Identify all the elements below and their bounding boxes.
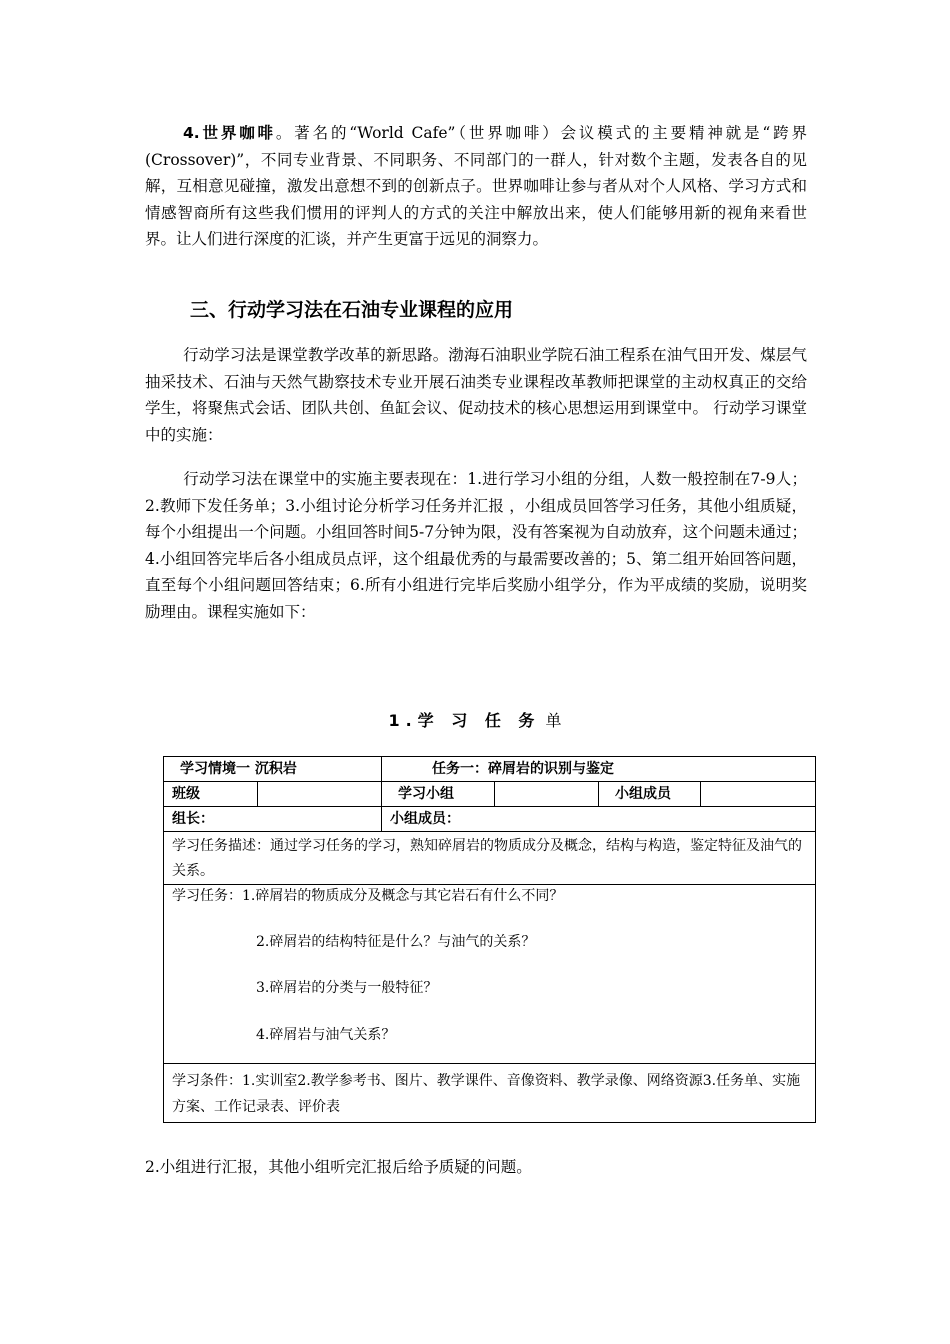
members-label: 小组成员 [599,782,701,807]
table-caption [0,708,950,734]
caption-strong: 1.学 习 任 务 [388,711,541,730]
task-description: 学习任务描述：通过学习任务的学习，熟知碎屑岩的物质成分及概念，结构与构造，鉴定特征及油气的关系。 [164,832,816,885]
section4-paragraph [145,120,807,253]
table-row [164,1064,816,1123]
table-row [164,885,816,1064]
section-heading: 三、行动学习法在石油专业课程的应用 [190,299,514,321]
group-label: 学习小组 [382,782,495,807]
table-row [164,782,816,807]
class-value [258,782,382,807]
class-label: 班级 [164,782,258,807]
caption-weak: 单 [545,711,562,730]
task-list-cell [164,885,816,1064]
table-row [164,807,816,832]
paragraph-2-text: 行动学习法在课堂中的实施主要表现在：1.进行学习小组的分组，人数一般控制在7-9人；2.教师下发任务单；3.小组讨论分析学习任务并汇报 ，小组成员回答学习任务，其他小组质疑，每个小组提出一个问题。小组回答时间5-7分钟为限，没有答案视为自动放弃，这个问题未通过；4.小组回答完毕后各小组成员点评，这个组最优秀的与最需要改善的；5、第二组开始回答问题，直至每个小组问题回答结束；6.所有小组进行完毕后奖励小组学分，作为平成绩的奖励，说明奖励理由。课程实施如下： [145,470,807,621]
members-value [701,782,816,807]
task-title-cell: 任务一：碎屑岩的识别与鉴定 [382,757,816,782]
task-item: 2.碎屑岩的结构特征是什么？与油气的关系？ [256,934,536,950]
paragraph-1-text: 行动学习法是课堂教学改革的新思路。渤海石油职业学院石油工程系在油气田开发、煤层气抽采技术、石油与天然气勘察技术专业开展石油类专业课程改革教师把课堂的主动权真正的交给学生，将聚焦式会话、团队共创、鱼缸会议、促动技术的核心思想运用到课堂中。 行动学习课堂中的实施： [145,346,807,444]
task-item: 3.碎屑岩的分类与一般特征？ [256,980,438,996]
situation-cell: 学习情境一 沉积岩 [164,757,382,782]
section4-label: 4.世界咖啡 [183,124,276,142]
last-paragraph: 2.小组进行汇报，其他小组听完汇报后给予质疑的问题。 [145,1158,532,1176]
paragraph-1 [145,342,807,448]
table-row [164,832,816,885]
task-conditions: 学习条件：1.实训室2.教学参考书、图片、教学课件、音像资料、教学录像、网络资源3.任务单、实施方案、工作记录表、评价表 [164,1064,816,1123]
members-label-2: 小组成员： [382,807,816,832]
task-item: 4.碎屑岩与油气关系？ [256,1027,396,1043]
group-value [495,782,599,807]
table-row [164,757,816,782]
leader-label: 组长： [164,807,382,832]
learning-task-table [163,756,816,1123]
section4-text: 。著名的“World Cafe”（世界咖啡）会议模式的主要精神就是“跨界(Crossover)”，不同专业背景、不同职务、不同部门的一群人，针对数个主题，发表各自的见解，互相意见碰撞，激发出意想不到的创新点子。世界咖啡让参与者从对个人风格、学习方式和情感智商所有这些我们惯用的评判人的方式的关注中解放出来，使人们能够用新的视角来看世界。让人们进行深度的汇谈，并产生更富于远见的洞察力。 [145,124,807,249]
paragraph-2 [145,466,807,626]
task-item: 学习任务：1.碎屑岩的物质成分及概念与其它岩石有什么不同？ [172,888,564,904]
